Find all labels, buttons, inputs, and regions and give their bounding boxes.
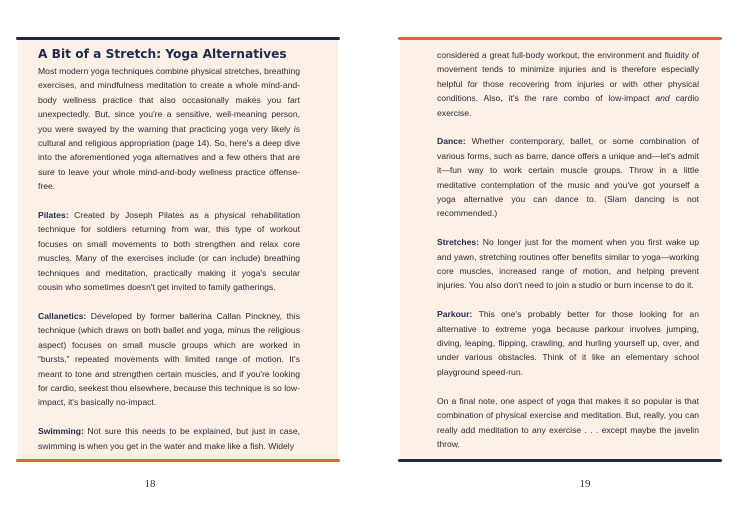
right-page (370, 0, 740, 514)
parkour-paragraph: Parkour: This one's probably better for those looking for an alternative to extreme yoga because parkour involves jumping, diving, leaping, flipping, crawling, and hurling yourself up, over, and under various obstacles. Think of it like an elementary school playground speed-run. (437, 309, 699, 377)
parkour-term: Parkour: (437, 309, 473, 320)
right-page-number: 19 (579, 478, 591, 490)
final-note-paragraph: On a final note, one aspect of yoga that makes it so popular is that combination of physical exercise and meditation. But, really, you can really add meditation to any exercise . . . except maybe the javelin throw. (437, 395, 699, 449)
left-top-rule (16, 37, 340, 40)
dance-paragraph: Dance: Whether contemporary, ballet, or some combination of various forms, such as barre, dance offers a unique and—let's admit it—fun way to work certain muscle groups. Throw in a little meditative contemplation of the music and you've got yourself a yoga alternative you can dance to. (Slam dancing is not recommended.) (437, 136, 699, 219)
stretches-paragraph: Stretches: No longer just for the moment when you first wake up and yawn, stretching routines offer benefits similar to yoga—working core muscles, increased range of motion, and helping prevent injuries. You also don't need to join a studio or burn incense to do it. (437, 237, 699, 291)
swimming-term: Swimming: (38, 426, 84, 437)
intro-paragraph: Most modern yoga techniques combine physical stretches, breathing exercises, and mindfulness meditation to create a whole mind-and-body wellness practice that also occasionally makes you fart unexpectedly. But, since you're a sensitive, well-meaning person, you were swayed by the warning that practicing yoga very likely is cultural and religious appropriation (page 14). So, here's a deep dive into the aforementioned yoga alternatives and a few others that are sure to leave your whole mind-and-body wellness practice offense-free. (38, 66, 300, 192)
dance-term: Dance: (437, 136, 466, 147)
left-page-number: 18 (144, 478, 156, 490)
callanetics-term: Callanetics: (38, 310, 87, 321)
swimming-paragraph: Swimming: Not sure this needs to be explained, but just in case, swimming is when you get in the water and make like a fish. Widely (38, 426, 300, 451)
right-body (437, 48, 699, 466)
left-body (38, 64, 300, 467)
right-top-rule (398, 37, 722, 40)
page-title: A Bit of a Stretch: Yoga Alternatives (38, 47, 287, 61)
stretches-term: Stretches: (437, 237, 480, 248)
continuation-paragraph: considered a great full-body workout, the environment and fluidity of movement tends to minimize injuries and is therefore especially helpful for those recovering from injuries or with other physical conditions. Also, it's the rare combo of low-impact and cardio exercise. (437, 50, 700, 118)
pilates-term: Pilates: (38, 210, 69, 221)
pilates-paragraph: Pilates: Created by Joseph Pilates as a physical rehabilitation technique for soldiers returning from war, this type of workout focuses on small movements to both strengthen and relax core muscles. Many of the exercises include (or can include) breathing techniques and meditation, practically making it yoga's secular cousin who sometimes doesn't get invited to family gatherings. (38, 210, 300, 293)
callanetics-paragraph: Callanetics: Developed by former ballerina Callan Pinckney, this technique (which draws on both ballet and yoga, minus the religious aspect) focuses on small muscle groups which are worked in “bursts,” repeated movements with limited range of motion. It's meant to tone and strengthen certain muscles, and if you're looking for cardio, seekest thou elsewhere, because this technique is so low-impact, it's basically no-impact. (38, 310, 300, 408)
